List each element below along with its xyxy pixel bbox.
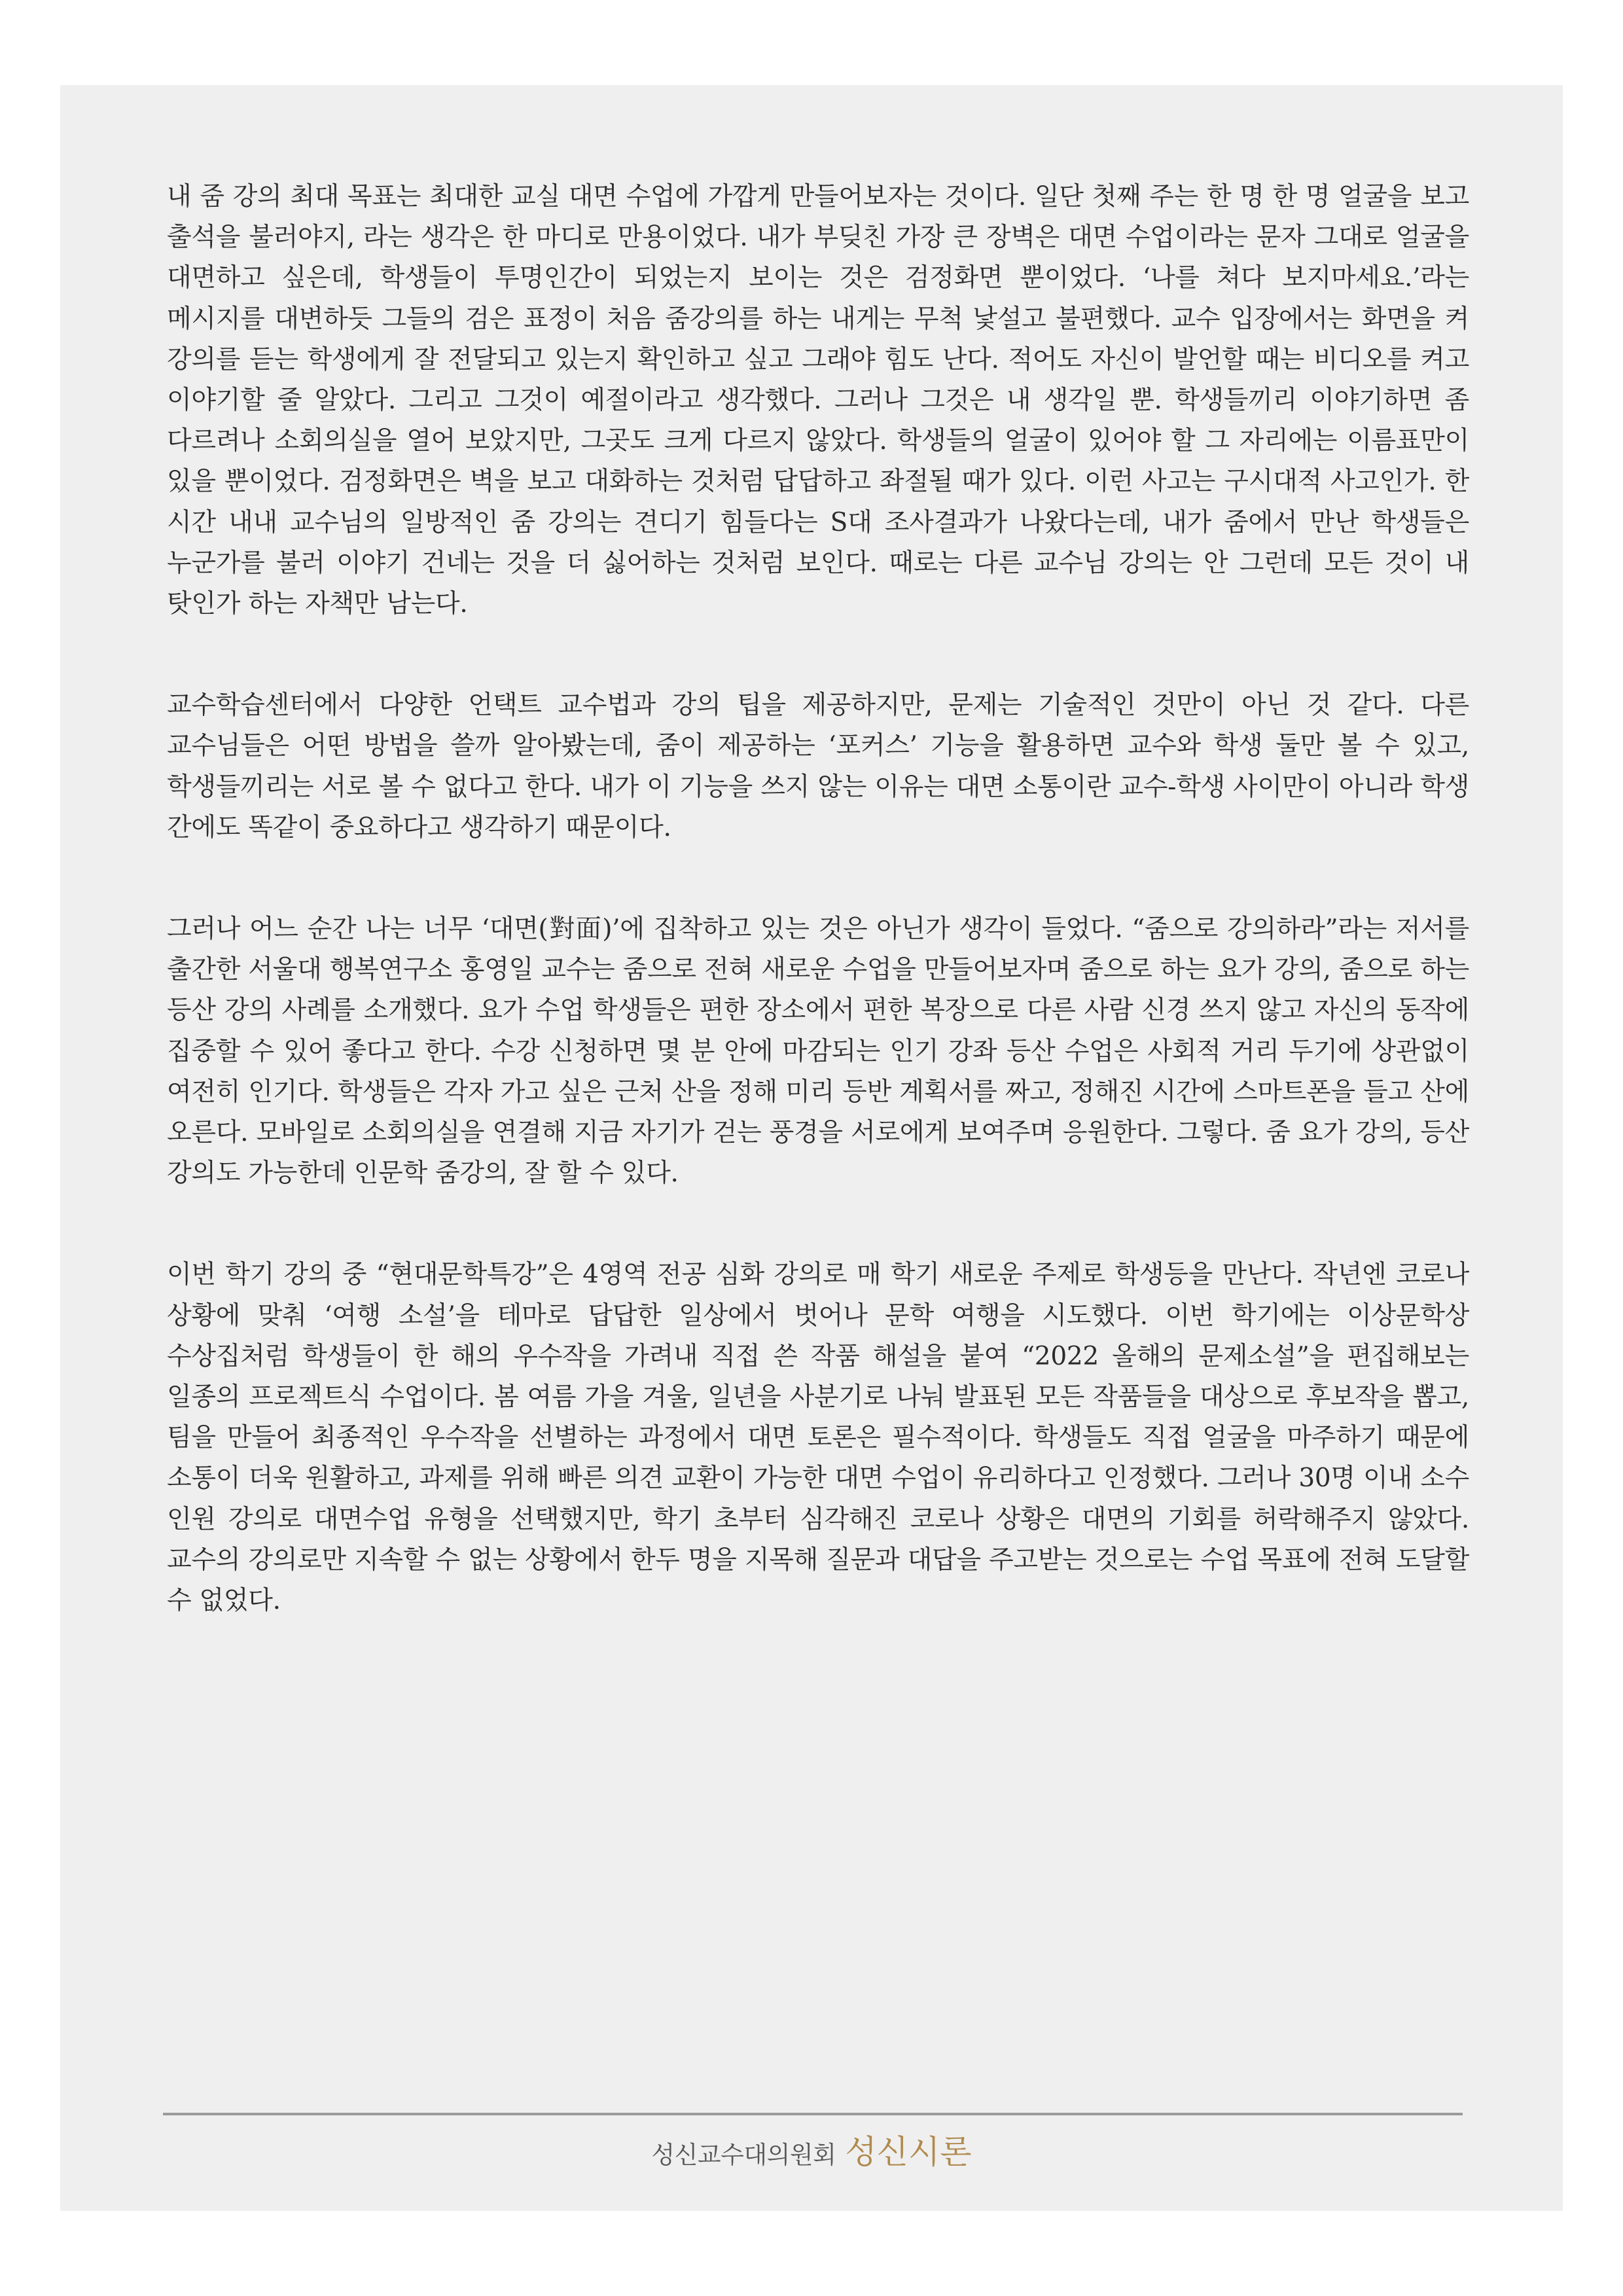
footer-divider	[163, 2113, 1463, 2115]
footer-organization: 성신교수대의원회	[651, 2141, 836, 2169]
page-panel	[60, 85, 1563, 2211]
paragraph-3: 그러나 어느 순간 나는 너무 ‘대면(對面)’에 집착하고 있는 것은 아닌가 생각이 들었다. “줌으로 강의하라”라는 저서를 출간한 서울대 행복연구소 홍영일 교수는 줌으로 전혀 새로운 수업을 만들어보자며 줌으로 하는 요가 강의, 줌으로 하는 등산 강의 사례를 소개했다. 요가 수업 학생들은 편한 장소에서 편한 복장으로 다른 사람 신경 쓰지 않고 자신의 동작에 집중할 수 있어 좋다고 한다. 수강 신청하면 몇 분 안에 마감되는 인기 강좌 등산 수업은 사회적 거리 두기에 상관없이 여전히 인기다. 학생들은 각자 가고 싶은 근처 산을 정해 미리 등반 계획서를 짜고, 정해진 시간에 스마트폰을 들고 산에 오른다. 모바일로 소회의실을 연결해 지금 자기가 걷는 풍경을 서로에게 보여주며 응원한다. 그렇다. 줌 요가 강의, 등산 강의도 가능한데 인문학 줌강의, 잘 할 수 있다.	[167, 914, 1469, 1189]
paragraph-1: 내 줌 강의 최대 목표는 최대한 교실 대면 수업에 가깝게 만들어보자는 것이다. 일단 첫째 주는 한 명 한 명 얼굴을 보고 출석을 불러야지, 라는 생각은 한 마디로 만용이었다. 내가 부딪친 가장 큰 장벽은 대면 수업이라는 문자 그대로 얼굴을 대면하고 싶은데, 학생들이 투명인간이 되었는지 보이는 것은 검정화면 뿐이었다. ‘나를 쳐다 보지마세요.’라는 메시지를 대변하듯 그들의 검은 표정이 처음 줌강의를 하는 내게는 무척 낯설고 불편했다. 교수 입장에서는 화면을 켜 강의를 듣는 학생에게 잘 전달되고 있는지 확인하고 싶고 그래야 힘도 난다. 적어도 자신이 발언할 때는 비디오를 켜고 이야기할 줄 알았다. 그리고 그것이 예절이라고 생각했다. 그러나 그것은 내 생각일 뿐. 학생들끼리 이야기하면 좀 다르려나 소회의실을 열어 보았지만, 그곳도 크게 다르지 않았다. 학생들의 얼굴이 있어야 할 그 자리에는 이름표만이 있을 뿐이었다. 검정화면은 벽을 보고 대화하는 것처럼 답답하고 좌절될 때가 있다. 이런 사고는 구시대적 사고인가. 한 시간 내내 교수님의 일방적인 줌 강의는 견디기 힘들다는 S대 조사결과가 나왔다는데, 내가 줌에서 만난 학생들은 누군가를 불러 이야기 건네는 것을 더 싫어하는 것처럼 보인다. 때로는 다른 교수님 강의는 안 그런데 모든 것이 내 탓인가 하는 자책만 남는다.	[167, 182, 1469, 619]
page-footer	[60, 2126, 1563, 2173]
article-body	[167, 177, 1469, 1621]
footer-journal-title: 성신시론	[845, 2133, 972, 2171]
paragraph-4: 이번 학기 강의 중 “현대문학특강”은 4영역 전공 심화 강의로 매 학기 새로운 주제로 학생등을 만난다. 작년엔 코로나 상황에 맞춰 ‘여행 소설’을 테마로 답답한 일상에서 벗어나 문학 여행을 시도했다. 이번 학기에는 이상문학상 수상집처럼 학생들이 한 해의 우수작을 가려내 직접 쓴 작품 해설을 붙여 “2022 올해의 문제소설”을 편집해보는 일종의 프로젝트식 수업이다. 봄 여름 가을 겨울, 일년을 사분기로 나눠 발표된 모든 작품들을 대상으로 후보작을 뽑고, 팀을 만들어 최종적인 우수작을 선별하는 과정에서 대면 토론은 필수적이다. 학생들도 직접 얼굴을 마주하기 때문에 소통이 더욱 원활하고, 과제를 위해 빠른 의견 교환이 가능한 대면 수업이 유리하다고 인정했다. 그러나 30명 이내 소수 인원 강의로 대면수업 유형을 선택했지만, 학기 초부터 심각해진 코로나 상황은 대면의 기회를 허락해주지 않았다. 교수의 강의로만 지속할 수 없는 상황에서 한두 명을 지목해 질문과 대답을 주고받는 것으로는 수업 목표에 전혀 도달할 수 없었다.	[167, 1260, 1470, 1616]
paragraph-2: 교수학습센터에서 다양한 언택트 교수법과 강의 팁을 제공하지만, 문제는 기술적인 것만이 아닌 것 같다. 다른 교수님들은 어떤 방법을 쓸까 알아봤는데, 줌이 제공하는 ‘포커스’ 기능을 활용하면 교수와 학생 둘만 볼 수 있고, 학생들끼리는 서로 볼 수 없다고 한다. 내가 이 기능을 쓰지 않는 이유는 대면 소통이란 교수-학생 사이만이 아니라 학생 간에도 똑같이 중요하다고 생각하기 때문이다.	[167, 691, 1469, 842]
